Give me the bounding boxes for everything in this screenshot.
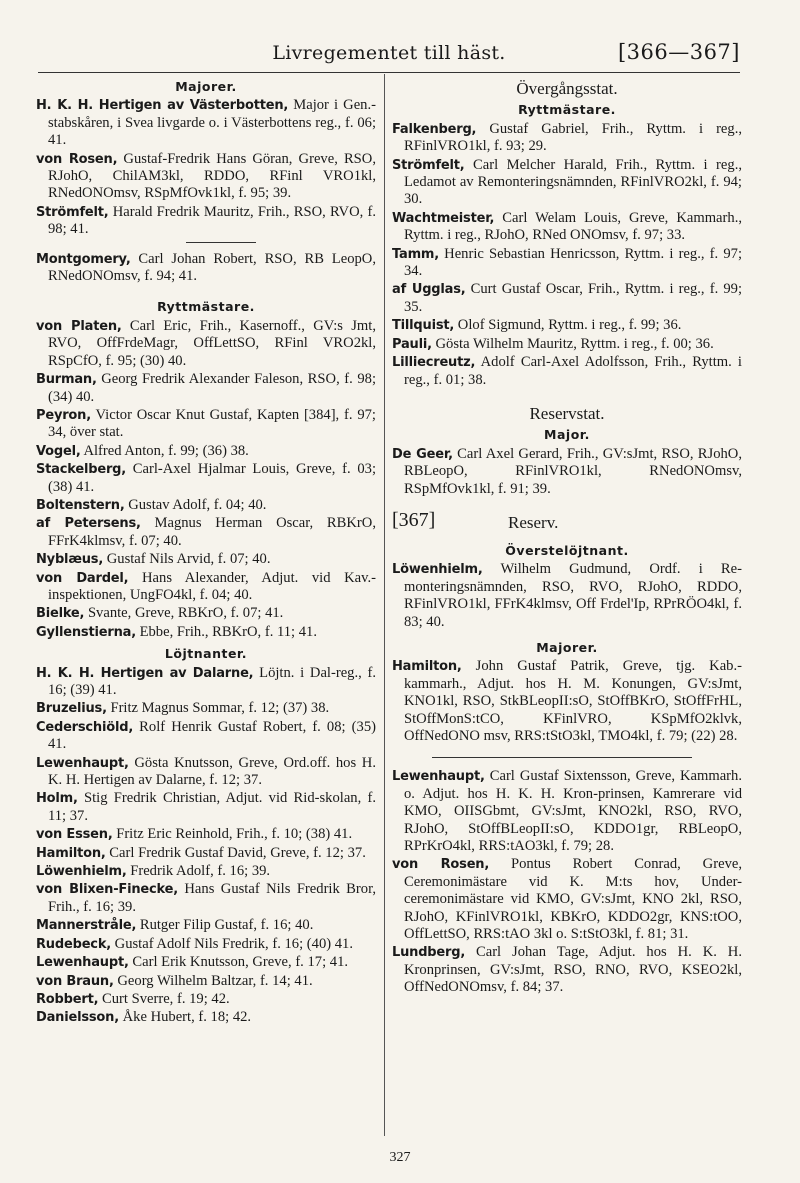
list-item [36, 881, 376, 916]
list-item [392, 317, 742, 334]
entry-text: Major i Gen.-stabskåren, i Svea livgarde o. i Västerbottens reg., f. 06; 41. [48, 97, 376, 149]
column-divider [384, 74, 385, 1136]
overgangs-ryttmastare-list [392, 121, 742, 389]
list-item [36, 991, 376, 1008]
list-item [36, 665, 376, 700]
entry-text: Hans Alexander, Adjut. vid Kav.-inspektionen, UngFO4kl, f. 04; 40. [48, 569, 376, 603]
list-item [36, 826, 376, 843]
entry-name: Gyllenstierna, [36, 624, 136, 640]
list-item [36, 719, 376, 754]
list-item [36, 461, 376, 496]
page-title: Livregementet till häst. [272, 42, 506, 64]
entry-name: Bruzelius, [36, 701, 107, 717]
entry-name: Tillquist, [392, 318, 455, 334]
section-heading-major: Major. [544, 427, 590, 443]
entry-text: Magnus Herman Oscar, RBKrO, FFrK4klmsv, f. 07; 40. [48, 515, 376, 549]
list-item [36, 1009, 376, 1026]
page-header [38, 38, 740, 73]
section-heading-ryttmastare-right: Ryttmästare. [518, 102, 616, 118]
list-item [36, 318, 376, 370]
section-heading-majorer: Majorer. [175, 79, 237, 94]
entry-text: Carl Eric, Frih., Kasernoff., GV:s Jmt, RVO, OffFrdeMagr, OffLettSO, RFinl VRO2kl, RSpCfO, f. 95; (30) 40. [48, 317, 376, 369]
list-item [392, 121, 742, 156]
entry-name: Wachtmeister, [392, 210, 495, 226]
entry-name: Holm, [36, 791, 78, 807]
list-item [36, 954, 376, 971]
entry-name: von Dardel, [36, 570, 129, 586]
entry-text: Gustav Adolf, f. 04; 40. [124, 496, 267, 513]
entry-text: Georg Fredrik Alexander Faleson, RSO, f. 98; (34) 40. [48, 371, 376, 405]
entry-text: Rolf Henrik Gustaf Robert, f. 08; (35) 41. [48, 718, 376, 753]
entry-name: H. K. H. Hertigen av Dalarne, [36, 665, 254, 681]
entry-text: Carl Axel Gerard, Frih., GV:sJmt, RSO, RJohO, RBLeopO, RFinlVRO1kl, RNedONOmsv, RSpMfOvk1kl, f. 91; 39. [404, 445, 742, 497]
list-item [36, 515, 376, 550]
entry-name: Lundberg, [392, 945, 466, 961]
list-item [392, 281, 742, 316]
section-rule [432, 757, 692, 758]
page-number: 327 [389, 1150, 411, 1165]
entry-name: Peyron, [36, 407, 91, 423]
entry-text: Gustaf-Fredrik Hans Göran, Greve, RSO, RJohO, ChilAM3kl, RDDO, RFinl VRO1kl, RNedONOmsv, RSpMfOvk1kl, f. 95; 39. [48, 150, 376, 202]
list-item [36, 973, 376, 990]
left-column [36, 74, 376, 1028]
list-item [392, 856, 742, 943]
entry-text: Curt Sverre, f. 19; 42. [98, 990, 230, 1007]
list-item [36, 755, 376, 790]
entry-name: Burman, [36, 372, 97, 388]
entry-name: Strömfelt, [392, 157, 465, 173]
entry-name: von Blixen-Finecke, [36, 882, 178, 898]
section-heading-reserv: Reserv. [508, 512, 559, 532]
entry-text: Gustaf Adolf Nils Fredrik, f. 16; (40) 41. [111, 935, 354, 952]
list-item [36, 790, 376, 825]
entry-name: Nyblæus, [36, 552, 104, 568]
list-item [392, 336, 742, 353]
entry-text: Carl Erik Knutsson, Greve, f. 17; 41. [128, 954, 349, 971]
list-item [36, 845, 376, 862]
entry-name: Robbert, [36, 991, 99, 1007]
entry-name: Hamilton, [392, 659, 462, 675]
entry-name: von Platen, [36, 318, 122, 334]
list-item [392, 768, 742, 855]
entry-text: Carl Welam Louis, Greve, Kammarh., Ryttm. i reg., RJohO, RNed ONOmsv, f. 97; 33. [404, 209, 742, 244]
entry-text: Ebbe, Frih., RBKrO, f. 11; 41. [135, 623, 317, 640]
ryttmastare-list [36, 318, 376, 641]
entry-name: Löwenhielm, [392, 562, 483, 578]
entry-name: Danielsson, [36, 1010, 119, 1026]
list-item [36, 97, 376, 149]
entry-text: Gustaf Gabriel, Frih., Ryttm. i reg., RFinlVRO1kl, f. 93; 29. [404, 120, 742, 155]
entry-text: Victor Oscar Knut Gustaf, Kapten [384], f. 97; 34, över stat. [48, 406, 376, 441]
entry-text: Åke Hubert, f. 18; 42. [118, 1009, 252, 1026]
entry-name: von Rosen, [392, 857, 490, 873]
entry-name: De Geer, [392, 446, 453, 462]
entry-name: H. K. H. Hertigen av Västerbotten, [36, 98, 289, 114]
section-heading-majorer-right: Majorer. [536, 639, 598, 655]
entry-text: Carl-Axel Hjalmar Louis, Greve, f. 03; (38) 41. [48, 461, 376, 495]
entry-text: Fredrik Adolf, f. 16; 39. [126, 863, 271, 880]
entry-text: Wilhelm Gudmund, Ordf. i Re-monteringsnämnden, RSO, RVO, RJohO, RDDO, RFinlVRO1kl, FFrK4klmsv, Off Frdel'Ip, RPrRÖO4kl, f. 83; 40. [404, 561, 742, 630]
spacer [36, 286, 376, 294]
list-item [36, 700, 376, 717]
entry-text: Fritz Eric Reinhold, Frih., f. 10; (38) 41. [112, 826, 353, 843]
list-item [36, 936, 376, 953]
entry-name: Boltenstern, [36, 497, 125, 513]
entry-text: Carl Johan Robert, RSO, RB LeopO, RNedONOmsv, f. 94; 41. [48, 250, 376, 285]
list-item [36, 251, 376, 286]
list-item [392, 944, 742, 996]
entry-text: Gösta Wilhelm Mauritz, Ryttm. i reg., f. 00; 36. [431, 335, 714, 352]
list-item [36, 371, 376, 406]
entry-name: von Essen, [36, 827, 113, 843]
entry-text: Carl Gustaf Sixtensson, Greve, Kammarh. o. Adjut. hos H. K. H. Kron-prinsen, Kamrerare vid KMO, OIISGbmt, GV:sJmt, KNO2kl, RSO, RVO, RJohO, StOffBLeopII:sO, KDDO1gr, RBLeopO, RPrKrO4kl, RRS:tAO3kl, f. 79; 28. [404, 768, 742, 855]
list-item [36, 551, 376, 568]
entry-name: Stackelberg, [36, 462, 127, 478]
list-item [392, 658, 742, 745]
entry-name: Lewenhaupt, [392, 769, 485, 785]
section-heading-lojtnanter: Löjtnanter. [164, 646, 248, 662]
entry-name: Vogel, [36, 443, 81, 459]
list-item [36, 204, 376, 239]
list-item [392, 246, 742, 281]
entry-text: Henric Sebastian Henricsson, Ryttm. i reg., f. 97; 34. [404, 245, 742, 280]
entry-name: von Braun, [36, 973, 114, 989]
page-marker: [367] [392, 508, 436, 531]
list-item [36, 151, 376, 203]
entry-name: Hamilton, [36, 845, 106, 861]
reserv-majorer-list-2 [392, 768, 742, 996]
list-item [36, 407, 376, 442]
entry-name: af Petersens, [36, 516, 141, 532]
entry-name: Pauli, [392, 336, 432, 352]
major-list [392, 446, 742, 498]
entry-name: Montgomery, [36, 251, 131, 267]
entry-text: Georg Wilhelm Baltzar, f. 14; 41. [113, 972, 313, 989]
entry-text: Pontus Robert Conrad, Greve, Ceremonimästare vid K. M:ts hov, Under-ceremonimästare vid KMO, GV:sJmt, KNO 2kl, RSO, RJohO, KFinlVRO1kl, KBKrO, KDDO2gr, KNS:tOO, OffLettSO, RRS:tAO 3kl o. S:tStO3kl, f. 81; 31. [404, 856, 742, 943]
entry-name: Rudebeck, [36, 936, 112, 952]
list-item [36, 570, 376, 605]
entry-text: Adolf Carl-Axel Adolfsson, Frih., Ryttm. i reg., f. 01; 38. [404, 354, 742, 388]
entry-name: Tamm, [392, 246, 439, 262]
entry-text: Harald Fredrik Mauritz, Frih., RSO, RVO, f. 98; 41. [48, 203, 376, 238]
entry-text: Fritz Magnus Sommar, f. 12; (37) 38. [106, 700, 330, 717]
list-item [36, 443, 376, 460]
right-column [392, 74, 742, 998]
entry-name: Cederschiöld, [36, 719, 134, 735]
list-item [392, 446, 742, 498]
list-item [36, 863, 376, 880]
entry-text: Rutger Filip Gustaf, f. 16; 40. [136, 917, 314, 934]
section-heading-ryttmastare: Ryttmästare. [157, 299, 255, 315]
short-rule [186, 242, 256, 243]
entry-name: Lewenhaupt, [36, 955, 129, 971]
entry-name: Lilliecreutz, [392, 355, 476, 371]
entry-text: Svante, Greve, RBKrO, f. 07; 41. [84, 605, 284, 622]
reserv-header [392, 508, 742, 538]
entry-text: Carl Johan Tage, Adjut. hos H. K. H. Kronprinsen, GV:sJmt, RSO, RNO, RVO, KSEO2kl, OffNedONOmsv, f. 84; 37. [404, 944, 742, 996]
entry-text: Stig Fredrik Christian, Adjut. vid Rid-skolan, f. 11; 37. [48, 790, 376, 824]
entry-name: af Ugglas, [392, 282, 466, 298]
majorer-list [36, 97, 376, 238]
list-item [392, 561, 742, 631]
list-item [36, 605, 376, 622]
entry-name: Löwenhielm, [36, 864, 127, 880]
entry-text: Hans Gustaf Nils Fredrik Bror, Frih., f. 16; 39. [48, 881, 376, 915]
list-item [392, 157, 742, 209]
entry-text: Gustaf Nils Arvid, f. 07; 40. [103, 551, 271, 568]
entry-text: Curt Gustaf Oscar, Frih., Ryttm. i reg., f. 99; 35. [404, 281, 742, 315]
entry-name: Bielke, [36, 606, 85, 622]
list-item [36, 624, 376, 641]
entry-text: Olof Sigmund, Ryttm. i reg., f. 99; 36. [454, 317, 682, 334]
entry-text: Carl Fredrik Gustaf David, Greve, f. 12; 37. [105, 844, 366, 861]
list-item [36, 497, 376, 514]
list-item [36, 917, 376, 934]
entry-text: Löjtn. i Dal-reg., f. 16; (39) 41. [48, 664, 376, 698]
list-item [392, 210, 742, 245]
lojtnanter-list [36, 665, 376, 1027]
entry-name: von Rosen, [36, 151, 118, 167]
entry-name: Falkenberg, [392, 121, 477, 137]
overstelojtnant-list [392, 561, 742, 631]
list-item [392, 354, 742, 389]
reserv-majorer-list [392, 658, 742, 745]
section-heading-reservstat: Reservstat. [529, 403, 605, 423]
entry-text: John Gustaf Patrik, Greve, tjg. Kab.-kammarh., Adjut. hos H. M. Konungen, GV:sJmt, KNO1kl, RSO, StkBLeopII:sO, StOffBKrO, StOffFrHL, StOffMonS:tCO, KFinlVRO, KSpMfO2klvk, OffNedONO msv, RRS:tStO3kl, TMO4kl, f. 79; (22) 28. [404, 658, 742, 744]
entry-text: Gösta Knutsson, Greve, Ord.off. hos H. K. H. Hertigen av Dalarne, f. 12; 37. [48, 754, 376, 789]
entry-text: Carl Melcher Harald, Frih., Ryttm. i reg., Ledamot av Remonteringsnämnden, RFinlVRO2kl, f. 94; 30. [404, 156, 742, 208]
entry-name: Mannerstråle, [36, 918, 137, 934]
section-heading-overgangsstat: Övergångsstat. [516, 79, 618, 98]
entry-name: Strömfelt, [36, 204, 109, 220]
entry-text: Alfred Anton, f. 99; (36) 38. [80, 442, 249, 459]
entry-name: Lewenhaupt, [36, 755, 129, 771]
section-heading-overstelojtnant: Överstelöjtnant. [505, 542, 629, 558]
page-range: [366—367] [617, 40, 740, 64]
